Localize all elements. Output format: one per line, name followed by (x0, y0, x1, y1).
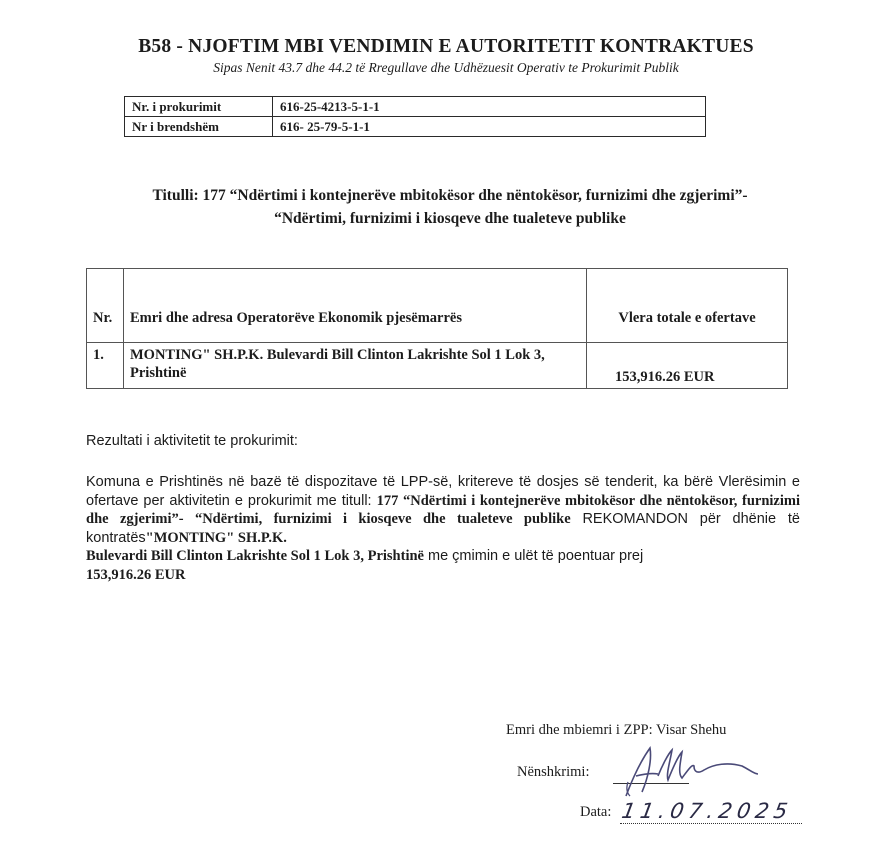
subject-line-2: “Ndërtimi, furnizimi i kiosqeve dhe tualeteve publike (274, 210, 626, 227)
result-price-text: me çmimin e ulët të poentuar prej (423, 548, 644, 564)
procurement-subject (60, 184, 840, 230)
table-row (87, 343, 788, 389)
result-paragraph (86, 473, 800, 584)
document-title: B58 - NJOFTIM MBI VENDIMIN E AUTORITETIT KONTRAKTUES (138, 36, 754, 57)
subject-line-1: Titulli: 177 “Ndërtimi i kontejnerëve mbitokësor dhe nëntokësor, furnizimi dhe zgjerimi”- (152, 187, 748, 204)
result-winner-address: Bulevardi Bill Clinton Lakrishte Sol 1 Lok 3, Prishtinë (86, 548, 424, 564)
result-winner: "MONTING" SH.P.K. (145, 529, 287, 546)
reference-label: Nr. i prokurimit (125, 97, 273, 117)
document-subtitle: Sipas Nenit 43.7 dhe 44.2 të Rregullave dhe Udhëzuesit Operativ te Prokurimit Publik (213, 60, 679, 75)
reference-table (124, 96, 706, 137)
result-title: 177 “Ndërtimi i kontejnerëve mbitokësor dhe nëntokësor, furnizimi dhe zgjerimi”- “Ndërtimi, furnizimi i kiosqeve dhe tualeteve publike (86, 492, 800, 527)
reference-value: 616-25-4213-5-1-1 (273, 97, 706, 117)
offers-table (86, 268, 788, 389)
header-total-value: Vlera totale e ofertave (587, 269, 788, 343)
result-recommends: REKOMANDON për dhënie të kontratës (86, 511, 800, 546)
result-heading: Rezultati i aktivitetit te prokurimit: (86, 433, 298, 449)
date-label: Data: (580, 804, 612, 820)
row-value: 153,916.26 EUR (587, 343, 788, 389)
reference-row-procurement-number (125, 97, 706, 117)
date-line (620, 823, 802, 824)
result-intro: Komuna e Prishtinës në bazë të dispozitave të LPP-së, kritereve të dosjes së tenderit, ka bërë Vlerësimin e ofertave per aktivitetin e prokurimit me titull: (86, 474, 800, 509)
offers-table-header (87, 269, 788, 343)
row-operator: MONTING" SH.P.K. Bulevardi Bill Clinton Lakrishte Sol 1 Lok 3, Prishtinë (124, 343, 587, 389)
handwritten-date: 11.07.2025 (619, 799, 795, 823)
result-price: 153,916.26 EUR (86, 566, 186, 583)
reference-row-internal-number (125, 117, 706, 137)
reference-label: Nr i brendshëm (125, 117, 273, 137)
header-nr: Nr. (87, 269, 124, 343)
reference-value: 616- 25-79-5-1-1 (273, 117, 706, 137)
signature-label: Nënshkrimi: (517, 764, 590, 780)
header-operator: Emri dhe adresa Operatorëve Ekonomik pjesëmarrës (124, 269, 587, 343)
zpp-name: Emri dhe mbiemri i ZPP: Visar Shehu (506, 722, 727, 738)
row-nr: 1. (87, 343, 124, 389)
handwritten-signature (618, 740, 768, 800)
